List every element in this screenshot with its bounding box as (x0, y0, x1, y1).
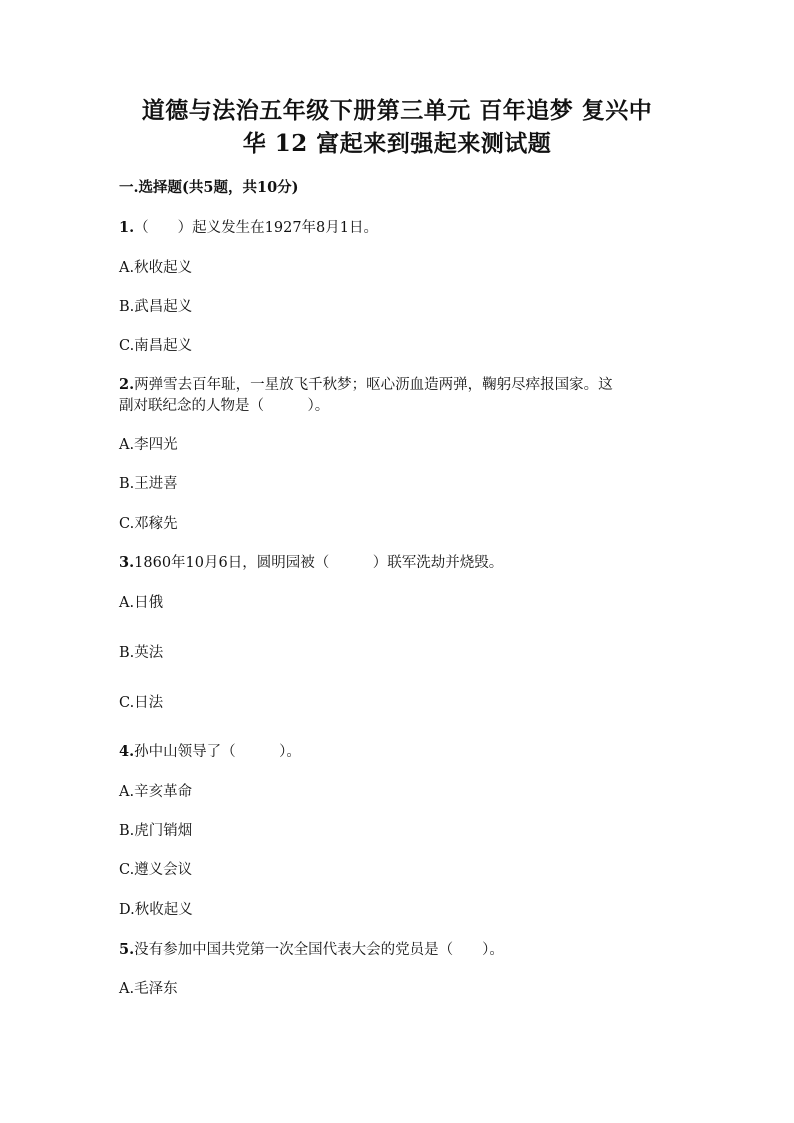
question-number: 1. (119, 219, 135, 236)
page-title-line-1: 道德与法治五年级下册第三单元 百年追梦 复兴中 (141, 97, 653, 124)
question-number: 5. (119, 941, 135, 958)
page-title-line-2: 华 12 富起来到强起来测试题 (242, 130, 552, 157)
question-text: 1860年10月6日，圆明园被（ ）联军洗劫并烧毁。 (134, 555, 504, 571)
question-3-stem (119, 553, 503, 573)
question-number: 2. (119, 376, 135, 393)
section-heading: 一.选择题(共5题，共10分) (119, 179, 299, 196)
question-4-option-d: D.秋收起义 (119, 902, 193, 918)
question-text: 两弹雪去百年耻，一星放飞千秋梦；呕心沥血造两弹，鞠躬尽瘁报国家。这 (134, 377, 613, 393)
question-2-option-b: B.王进喜 (119, 476, 178, 492)
question-5-stem (119, 940, 504, 960)
question-2-stem-continued: 副对联纪念的人物是（ ）。 (119, 398, 330, 414)
question-4-option-c: C.遵义会议 (119, 862, 193, 878)
question-2-option-a: A.李四光 (119, 437, 178, 453)
question-text: 没有参加中国共党第一次全国代表大会的党员是（ ）。 (134, 942, 504, 958)
question-1-option-b: B.武昌起义 (119, 299, 193, 315)
question-5-option-a: A.毛泽东 (119, 981, 178, 997)
question-2-option-c: C.邓稼先 (119, 516, 178, 532)
question-1-option-c: C.南昌起义 (119, 338, 193, 354)
question-number: 3. (119, 554, 135, 571)
question-3-option-a: A.日俄 (119, 595, 164, 611)
question-3-option-b: B.英法 (119, 645, 164, 661)
question-2-stem (119, 375, 613, 395)
question-4-option-a: A.辛亥革命 (119, 784, 193, 800)
question-text: （ ）起义发生在1927年8月1日。 (134, 220, 378, 236)
question-1-option-a: A.秋收起义 (119, 260, 193, 276)
question-text: 孙中山领导了（ ）。 (134, 744, 301, 760)
question-number: 4. (119, 743, 135, 760)
question-4-stem (119, 742, 301, 762)
question-1-stem (119, 218, 378, 238)
question-4-option-b: B.虎门销烟 (119, 823, 193, 839)
question-3-option-c: C.日法 (119, 695, 164, 711)
